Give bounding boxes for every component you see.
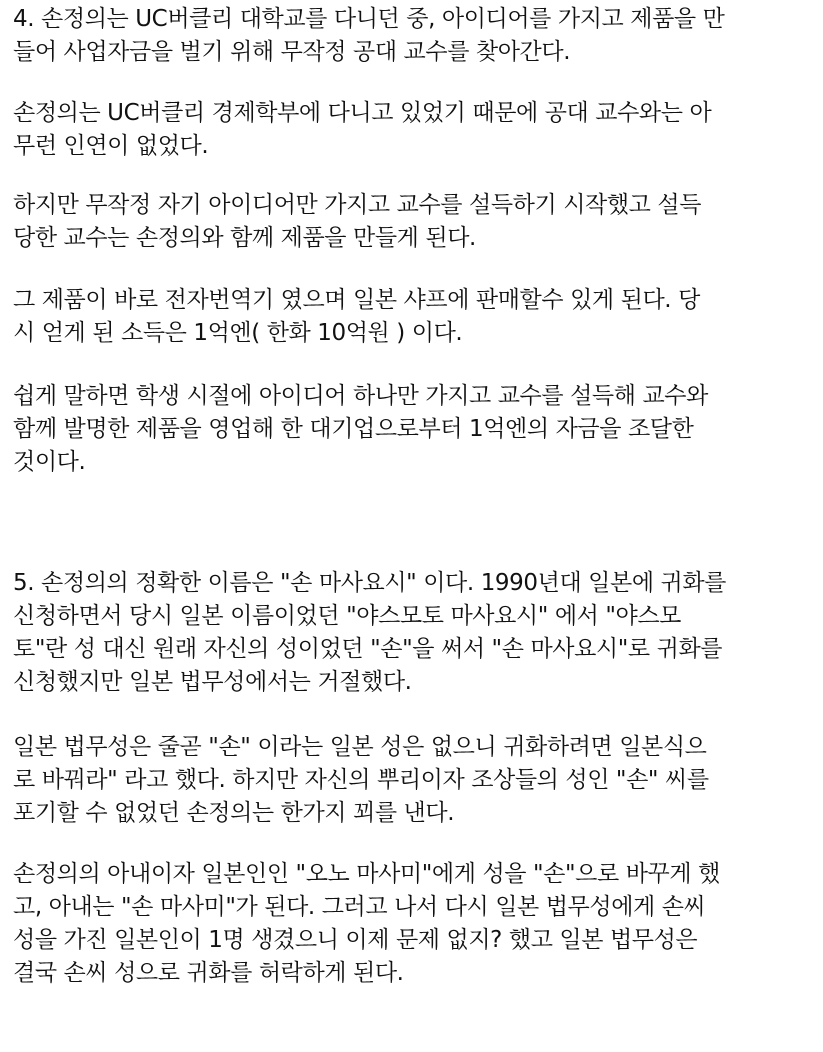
text-line: 고, 아내는 "손 마사미"가 된다. 그러고 나서 다시 일본 법무성에게 손씨 (13, 894, 706, 920)
paragraph-ministry-refusal (13, 731, 709, 830)
text-line: 4. 손정의는 UC버클리 대학교를 다니던 중, 아이디어를 가지고 제품을 만 (13, 6, 725, 32)
text-line: 그 제품이 바로 전자번역기 였으며 일본 샤프에 판매할수 있게 된다. 당 (13, 287, 700, 313)
paragraph-translator-sale (13, 284, 700, 350)
text-line: 시 얻게 된 소득은 1억엔( 한화 10억원 ) 이다. (13, 320, 463, 346)
text-line: 손정의의 아내이자 일본인인 "오노 마사미"에게 성을 "손"으로 바꾸게 했 (13, 861, 720, 887)
text-line: 로 바꿔라" 라고 했다. 하지만 자신의 뿌리이자 조상들의 성인 "손" 씨를 (13, 767, 709, 793)
text-line: 손정의는 UC버클리 경제학부에 다니고 있었기 때문에 공대 교수와는 아 (13, 100, 712, 126)
text-line: 것이다. (13, 449, 86, 475)
paragraph-item-5-name (13, 567, 726, 699)
text-line: 들어 사업자금을 벌기 위해 무작정 공대 교수를 찾아간다. (13, 39, 571, 65)
text-line: 결국 손씨 성으로 귀화를 허락하게 된다. (13, 960, 404, 986)
text-line: 하지만 무작정 자기 아이디어만 가지고 교수를 설득하기 시작했고 설득 (13, 192, 702, 218)
text-line: 신청하면서 당시 일본 이름이었던 "야스모토 마사요시" 에서 "야스모 (13, 603, 682, 629)
text-line: 일본 법무성은 줄곧 "손" 이라는 일본 성은 없으니 귀화하려면 일본식으 (13, 734, 707, 760)
paragraph-persuading-professor (13, 189, 701, 255)
paragraph-item-4-intro (13, 3, 724, 69)
text-line: 함께 발명한 제품을 영업해 한 대기업으로부터 1억엔의 자금을 조달한 (13, 416, 694, 442)
text-line: 성을 가진 일본인이 1명 생겼으니 이제 문제 없지? 했고 일본 법무성은 (13, 927, 698, 953)
paragraph-wife-surname (13, 858, 720, 990)
text-line: 토"란 성 대신 원래 자신의 성이었던 "손"을 써서 "손 마사요시"로 귀화를 (13, 636, 723, 662)
text-line: 무런 인연이 없었다. (13, 133, 209, 159)
text-line: 5. 손정의의 정확한 이름은 "손 마사요시" 이다. 1990년대 일본에 귀화를 (13, 570, 726, 596)
paragraph-summary (13, 380, 708, 479)
text-line: 당한 교수는 손정의와 함께 제품을 만들게 된다. (13, 225, 476, 251)
text-line: 쉽게 말하면 학생 시절에 아이디어 하나만 가지고 교수를 설득해 교수와 (13, 383, 708, 409)
text-line: 포기할 수 없었던 손정의는 한가지 꾀를 낸다. (13, 800, 455, 826)
paragraph-berkeley-major (13, 97, 711, 163)
text-line: 신청했지만 일본 법무성에서는 거절했다. (13, 669, 412, 695)
